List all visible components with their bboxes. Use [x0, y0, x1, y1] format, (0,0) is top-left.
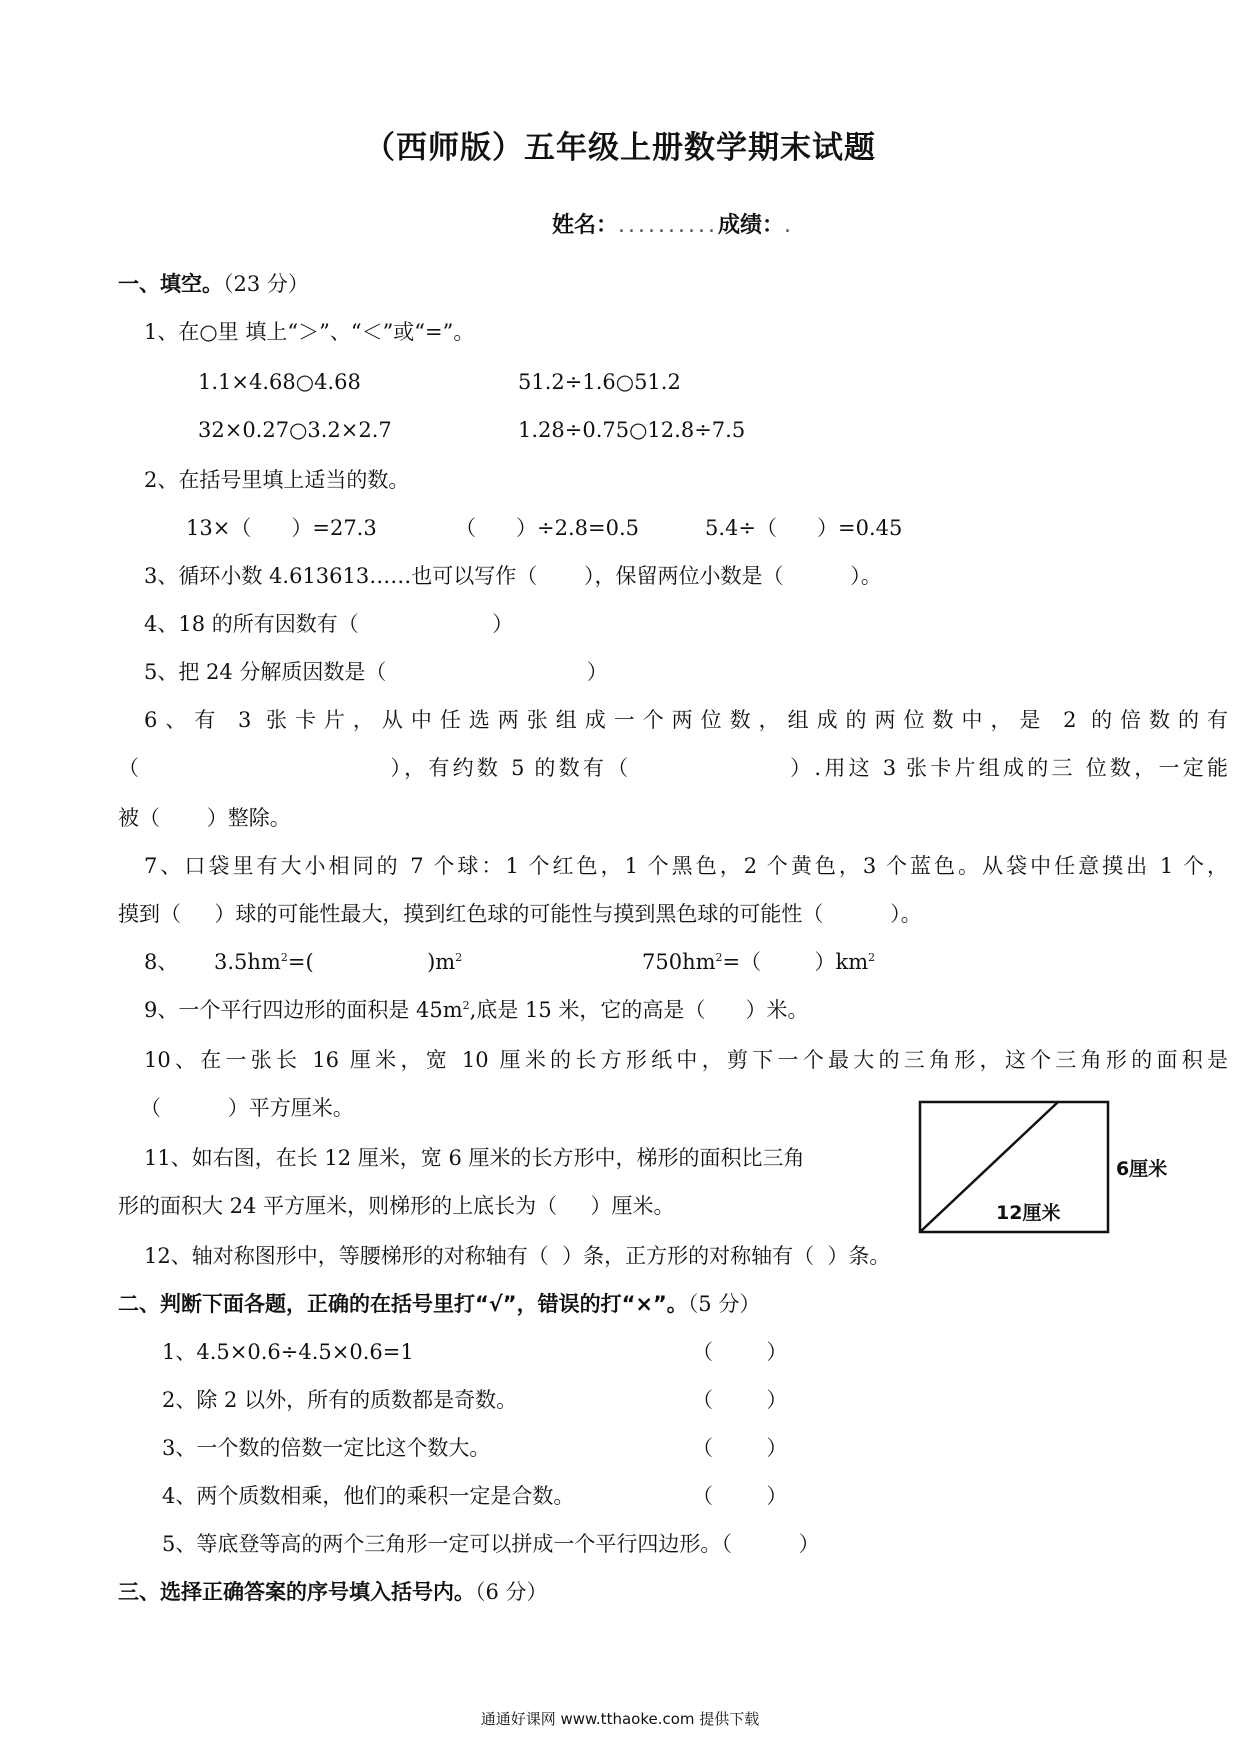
section-2-heading: 二、判断下面各题，正确的在括号里打“√”，错误的打“×”。（5 分） — [118, 1292, 761, 1316]
q2-item-a: 13×（ ）=27.3 — [186, 516, 377, 540]
judge-item-1-bracket: （ ） — [692, 1340, 788, 1364]
question-1: 1、在○里 填上“＞”、“＜”或“=”。 — [144, 320, 475, 344]
q1-item-b: 51.2÷1.6○51.2 — [518, 370, 681, 394]
judge-item-4-bracket: （ ） — [692, 1484, 788, 1508]
judge-item-1: 1、4.5×0.6÷4.5×0.6=1 — [162, 1340, 414, 1364]
section-3-heading: 三、选择正确答案的序号填入括号内。（6 分） — [118, 1580, 548, 1604]
question-5: 5、把 24 分解质因数是（ ） — [144, 660, 608, 684]
q1-item-c: 32×0.27○3.2×2.7 — [198, 418, 392, 442]
page-title: （西师版）五年级上册数学期末试题 — [364, 130, 876, 166]
judge-item-3-bracket: （ ） — [692, 1436, 788, 1460]
figure-width-label: 12厘米 — [996, 1202, 1061, 1224]
question-7-line-2: 摸到（ ）球的可能性最大，摸到红色球的可能性与摸到黑色球的可能性（ ）。 — [118, 902, 922, 926]
name-score-bar — [552, 208, 794, 239]
question-9: 9、一个平行四边形的面积是 $45m^2$,底是 15 米，它的高是（ ）米。 — [144, 998, 809, 1022]
name-blank: .......... — [618, 213, 718, 238]
question-8-part-a: $3.5hm^2=$( )$m^2$ — [214, 950, 463, 974]
question-7-line-1: 7、口袋里有大小相同的 7 个球：1 个红色，1 个黑色，2 个黄色，3 个蓝色。从袋中任意摸出 1 个， — [144, 854, 1228, 878]
q2-item-b: （ ）÷2.8=0.5 — [455, 516, 640, 540]
question-12: 12、轴对称图形中，等腰梯形的对称轴有（ ）条，正方形的对称轴有（ ）条。 — [144, 1244, 891, 1268]
question-10-line-2: （ ）平方厘米。 — [140, 1096, 354, 1120]
figure-height-label: 6厘米 — [1116, 1158, 1168, 1180]
judge-item-3: 3、一个数的倍数一定比这个数大。 — [162, 1436, 491, 1460]
question-11-line-1: 11、如右图，在长 12 厘米，宽 6 厘米的长方形中，梯形的面积比三角 — [144, 1146, 805, 1170]
score-blank: . — [783, 213, 794, 238]
page-footer: 通通好课网 www.tthaoke.com 提供下载 — [480, 1710, 760, 1728]
question-6-line-1: 6、有 3 张卡片，从中任选两张组成一个两位数，组成的两位数中，是 2 的倍数的有 — [144, 708, 1228, 732]
question-8-part-b: $750hm^2=$（ ）$km^2$ — [642, 950, 876, 974]
question-6-line-3: 被（ ）整除。 — [118, 806, 291, 830]
judge-item-2: 2、除 2 以外，所有的质数都是奇数。 — [162, 1388, 518, 1412]
score-label: 成绩： — [717, 213, 784, 238]
question-2: 2、在括号里填上适当的数。 — [144, 468, 410, 492]
question-6-line-2: （ ），有约数 5 的数有（ ）.用这 3 张卡片组成的三 位数，一定能 — [118, 756, 1228, 780]
q2-item-c: 5.4÷（ ）=0.45 — [705, 516, 903, 540]
section-1-heading: 一、填空。（23 分） — [118, 272, 309, 296]
question-3: 3、循环小数 4.613613……也可以写作（ ），保留两位小数是（ ）。 — [144, 564, 882, 588]
q1-item-a: 1.1×4.68○4.68 — [198, 370, 361, 394]
judge-item-5: 5、等底登等高的两个三角形一定可以拼成一个平行四边形。（ ） — [162, 1532, 820, 1556]
question-10-line-1: 10、在一张长 16 厘米，宽 10 厘米的长方形纸中，剪下一个最大的三角形，这个三角形的面积是 — [144, 1048, 1228, 1072]
question-4: 4、18 的所有因数有（ ） — [144, 612, 514, 636]
question-8-number: 8、 — [144, 950, 179, 974]
q1-item-d: 1.28÷0.75○12.8÷7.5 — [518, 418, 746, 442]
name-label: 姓名： — [552, 213, 619, 238]
judge-item-2-bracket: （ ） — [692, 1388, 788, 1412]
judge-item-4: 4、两个质数相乘，他们的乘积一定是合数。 — [162, 1484, 575, 1508]
question-11-line-2: 形的面积大 24 平方厘米，则梯形的上底长为（ ）厘米。 — [118, 1194, 675, 1218]
